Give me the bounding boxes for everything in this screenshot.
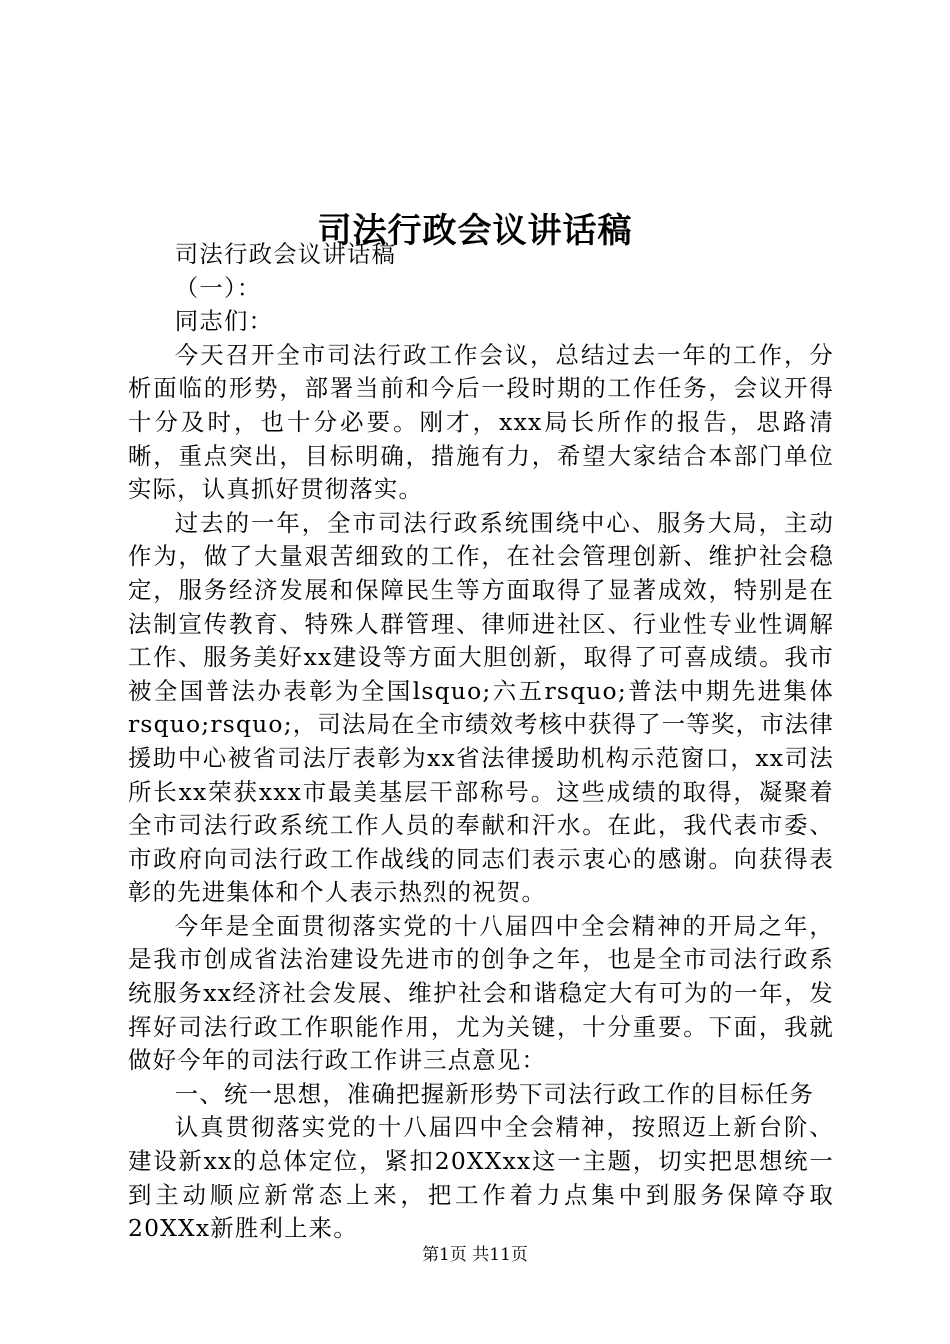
subtitle-paragraph: 司法行政会议讲话稿 bbox=[174, 240, 397, 268]
document-body bbox=[128, 238, 834, 1246]
body-paragraph: 过去的一年，全市司法行政系统围绕中心、服务大局，主动作为，做了大量艰苦细致的工作，在社会管理创新、维护社会稳定，服务经济发展和保障民生等方面取得了显著成效，特别是在法制宣传教育、特殊人群管理、律师进社区、行业性专业性调解工作、服务美好xx建设等方面大胆创新，取得了可喜成绩。我市被全国普法办表彰为全国lsquo;六五rsquo;普法中期先进集体rsquo;rsquo;，司法局在全市绩效考核中获得了一等奖，市法律援助中心被省司法厅表彰为xx省法律援助机构示范窗口，xx司法所长xx荣获xxx市最美基层干部称号。这些成绩的取得，凝聚着全市司法行政系统工作人员的奉献和汗水。在此，我代表市委、市政府向司法行政工作战线的同志们表示衷心的感谢。向获得表彰的先进集体和个人表示热烈的祝贺。 bbox=[128, 508, 834, 907]
section-heading-paragraph: 一、统一思想，准确把握新形势下司法行政工作的目标任务 bbox=[174, 1079, 815, 1108]
body-paragraph: 今年是全面贯彻落实党的十八届四中全会精神的开局之年，是我市创成省法治建设先进市的创争之年，也是全市司法行政系统服务xx经济社会发展、维护社会和谐稳定大有可为的一年，发挥好司法行政工作职能作用，尤为关键，十分重要。下面，我就做好今年的司法行政工作讲三点意见： bbox=[128, 911, 834, 1075]
document-title: 司法行政会议讲话稿 bbox=[317, 210, 633, 251]
section-number-paragraph: （一）： bbox=[174, 273, 262, 302]
page-indicator: 第1页 共11页 bbox=[422, 1245, 528, 1265]
body-paragraph: 认真贯彻落实党的十八届四中全会精神，按照迈上新台阶、建设新xx的总体定位，紧扣20XXxx这一主题，切实把思想统一到主动顺应新常态上来，把工作着力点集中到服务保障夺取20XXx新胜利上来。 bbox=[128, 1113, 834, 1243]
body-paragraph: 今天召开全市司法行政工作会议，总结过去一年的工作，分析面临的形势，部署当前和今后一段时期的工作任务，会议开得十分及时，也十分必要。刚才，xxx局长所作的报告，思路清晰，重点突出，目标明确，措施有力，希望大家结合本部门单位实际，认真抓好贯彻落实。 bbox=[128, 340, 834, 504]
salutation-paragraph: 同志们： bbox=[174, 307, 274, 336]
